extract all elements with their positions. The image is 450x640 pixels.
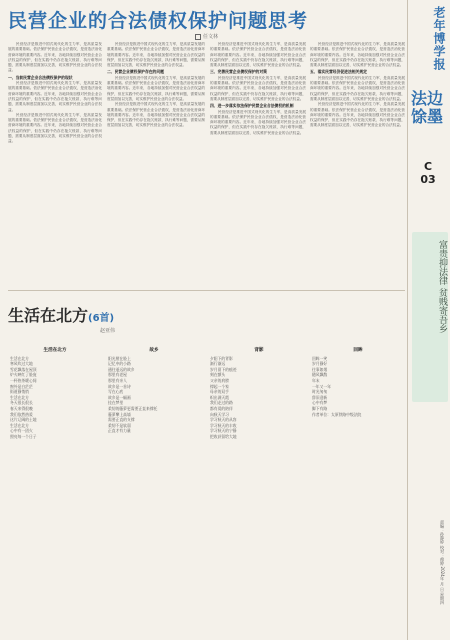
poem-line: 学习秋天的丰收	[210, 422, 237, 428]
poem-line: 夕阳下的背影	[210, 355, 233, 361]
masthead: 老年博学报	[432, 6, 446, 71]
poem-line: 写在心底	[108, 389, 124, 395]
page-code	[413, 160, 443, 186]
article-column-2: 民营经济是推进中国式现代化的生力军，是高质量发展的重要基础。依法保护民营企业合法债权，是营造法治化营商环境的重要内容。近年来，各地持续加强对民营企业合法权益的保护，但在实践中仍存在拖欠账款、执行难等问题，需要从制度层面加以完善，切实维护民营企业的合法权益。 二、民营企业债权保护存在的问题 民营经济是推进中国式现代化的生力军，是高质量发展的重要基础。依法保护民营企业合法债权，是营造法治化营商环境的重要内容。近年来，各地持续加强对民营企业合法权益的保护，但在实践中仍存在拖欠账款、执行难等问题，需要从制度层面加以完善，切实维护民营企业的合法权益。 民营经济是推进中国式现代化的生力军，是高质量发展的重要基础。依法保护民营企业合法债权，是营造法治化营商环境的重要内容。近年来，各地持续加强对民营企业合法权益的保护，但在实践中仍存在拖欠账款、执行难等问题，需要从制度层面加以完善，切实维护民营企业的合法权益。	[107, 42, 205, 128]
poem-line: 生活在北方	[10, 394, 29, 400]
poem-line: 正直才有力量	[108, 428, 131, 434]
editor-info: 责编：孙静婷 校对：穆婷 2024年 月 日 星期四	[440, 520, 445, 605]
poem-author: 赵亚伟	[100, 328, 116, 334]
poem-line: 我们走过的路	[210, 400, 233, 406]
column-name: 法边馀墨	[410, 89, 443, 126]
poem-line: 学习秋天的宁静	[210, 428, 237, 434]
poem-line: 织出满天霞	[210, 394, 229, 400]
poem-line: 心中有一团火	[10, 428, 33, 434]
poem-line: 柔韧的藤萝更需要正直来撑托	[108, 405, 158, 411]
poem-line: 把收获留给大地	[210, 433, 237, 439]
poem-line: 街道静悄悄	[10, 389, 29, 395]
byline-box-icon	[195, 34, 201, 40]
poem-line: 这片辽阔的土地	[10, 417, 37, 423]
poem-line: 往事如烟	[312, 366, 328, 372]
poem-line: 照亮每一个日子	[10, 433, 37, 439]
poem-column-3	[210, 345, 308, 635]
poem-title: 回眸	[353, 348, 363, 353]
poem-line: 故乡是一首诗	[108, 383, 131, 389]
page-number: 03	[420, 173, 436, 186]
poem-column-1	[10, 345, 100, 635]
poem-line: 我们依然热爱	[10, 411, 33, 417]
poem-line: 生活在北方	[10, 422, 29, 428]
poem-line: 那里有老屋	[108, 372, 127, 378]
poem-line: 春天来得很晚	[10, 405, 33, 411]
poem-line: 雪花飘落在屋顶	[10, 366, 37, 372]
poem-line: 心中有梦	[312, 400, 328, 406]
calligraphy-panel	[412, 232, 448, 402]
calligraphy-text: 富贵抑法律 贫贱寄吾乡	[437, 240, 447, 333]
poem-line: 藤萝攀上高墙	[108, 411, 131, 417]
poem-section-title: 生活在北方(6首)	[8, 306, 115, 325]
subheading-4: 四、进一步落实依法保护民营企业合法债权的机制	[210, 103, 294, 109]
poem-line: 撑起一个家	[210, 383, 229, 389]
article-column-3: 民营经济是推进中国式现代化的生力军，是高质量发展的重要基础。依法保护民营企业合法债权，是营造法治化营商环境的重要内容。近年来，各地持续加强对民营企业合法权益的保护，但在实践中仍存在拖欠账款、执行难等问题，需要从制度层面加以完善，切实维护民营企业的合法权益。 三、完善民营企业债权保护的对策 民营经济是推进中国式现代化的生力军，是高质量发展的重要基础。依法保护民营企业合法债权，是营造法治化营商环境的重要内容。近年来，各地持续加强对民营企业合法权益的保护，但在实践中仍存在拖欠账款、执行难等问题，需要从制度层面加以完善，切实维护民营企业的合法权益。 四、进一步落实依法保护民营企业合法债权的机制 民营经济是推进中国式现代化的生力军，是高质量发展的重要基础。依法保护民营企业合法债权，是营造法治化营商环境的重要内容。近年来，各地持续加强对民营企业合法权益的保护，但在实践中仍存在拖欠账款、执行难等问题，需要从制度层面加以完善，切实维护民营企业的合法权益。	[210, 42, 306, 135]
poem-column-2	[108, 345, 200, 635]
poem-line: 通往遥远的故乡	[108, 366, 135, 372]
poem-line: 辞旧迎新	[312, 394, 328, 400]
poem-line: 一杯热茶暖心间	[10, 377, 37, 383]
poem-line: 父亲的肩膀	[210, 377, 229, 383]
section-divider	[8, 290, 405, 291]
poem-line: 学习秋天的从容	[210, 417, 237, 423]
poem-line: 时光匆匆	[312, 389, 328, 395]
poem-line: 回眸一笑	[312, 355, 328, 361]
poem-line: 炉火映红了脸庞	[10, 372, 37, 378]
poem-line: 需要正直的支撑	[108, 417, 135, 423]
poem-line: 年末	[312, 377, 320, 383]
poem-line: 柔韧不是软弱	[108, 422, 131, 428]
subheading-3: 三、完善民营企业债权保护的对策	[210, 69, 267, 75]
poem-line: 那里有亲人	[108, 377, 127, 383]
poem-line: 冬天很长很长	[10, 400, 33, 406]
byline-author: 任文林	[203, 34, 219, 40]
page-letter: C	[423, 160, 433, 173]
poem-line: 窗外是白茫茫	[10, 383, 33, 389]
poem-line: 寒风吹过大地	[10, 361, 33, 367]
subheading-5: 五、落实民营经济促进法相关规定	[310, 69, 367, 75]
poem-line: 岁月静好	[312, 361, 328, 367]
poem-title: 故乡	[149, 348, 159, 353]
poem-line: 记忆中的小路	[108, 361, 131, 367]
article-column-4: 民营经济是推进中国式现代化的生力军，是高质量发展的重要基础。依法保护民营企业合法债权，是营造法治化营商环境的重要内容。近年来，各地持续加强对民营企业合法权益的保护，但在实践中仍存在拖欠账款、执行难等问题，需要从制度层面加以完善，切实维护民营企业的合法权益。 五、落实民营经济促进法相关规定 民营经济是推进中国式现代化的生力军，是高质量发展的重要基础。依法保护民营企业合法债权，是营造法治化营商环境的重要内容。近年来，各地持续加强对民营企业合法权益的保护，但在实践中仍存在拖欠账款、执行难等问题，需要从制度层面加以完善，切实维护民营企业的合法权益。 民营经济是推进中国式现代化的生力军，是高质量发展的重要基础。依法保护民营企业合法债权，是营造法治化营商环境的重要内容。近年来，各地持续加强对民营企业合法权益的保护，但在实践中仍存在拖欠账款、执行难等问题，需要从制度层面加以完善，切实维护民营企业的合法权益。	[310, 42, 405, 128]
poem-line: 刻在额头	[210, 372, 226, 378]
article-column-1: 民营经济是推进中国式现代化的生力军，是高质量发展的重要基础。依法保护民营企业合法债权，是营造法治化营商环境的重要内容。近年来，各地持续加强对民营企业合法权益的保护，但在实践中仍存在拖欠账款、执行难等问题，需要从制度层面加以完善，切实维护民营企业的合法权益。 一、当前民营企业合法债权保护的现状 民营经济是推进中国式现代化的生力军，是高质量发展的重要基础。依法保护民营企业合法债权，是营造法治化营商环境的重要内容。近年来，各地持续加强对民营企业合法权益的保护，但在实践中仍存在拖欠账款、执行难等问题，需要从制度层面加以完善，切实维护民营企业的合法权益。 民营经济是推进中国式现代化的生力军，是高质量发展的重要基础。依法保护民营企业合法债权，是营造法治化营商环境的重要内容。近年来，各地持续加强对民营企业合法权益的保护，但在实践中仍存在拖欠账款、执行难等问题，需要从制度层面加以完善，切实维护民营企业的合法权益。	[8, 42, 102, 144]
page-headline: 民营企业的合法债权保护问题思考	[8, 10, 309, 30]
poem-line: 随风飘散	[312, 372, 328, 378]
poem-line: 生活在北方	[10, 355, 29, 361]
poem-line: 故乡是一幅画	[108, 394, 131, 400]
poem-line: 母亲的双手	[210, 389, 229, 395]
poem-line: 脚下有路	[312, 405, 328, 411]
poem-line: 岁月留下的痕迹	[210, 366, 237, 372]
poem-line: 向秋天学习	[210, 411, 229, 417]
poem-line: 阳光照在脸上	[108, 355, 131, 361]
poem-line: 一年又一年	[312, 383, 331, 389]
poem-line: 都有爱的陪伴	[210, 405, 233, 411]
poem-column-4	[312, 345, 404, 635]
poem-line: 渐行渐远	[210, 361, 226, 367]
poem-title: 生活在北方	[43, 348, 67, 353]
poem-line: 作者单位：太原铁路中级法院	[312, 411, 362, 417]
poem-line: 挂在梦里	[108, 400, 124, 406]
subheading-1: 一、当前民营企业合法债权保护的现状	[8, 74, 73, 80]
poem-title: 背影	[254, 348, 264, 353]
article-byline	[195, 33, 218, 40]
subheading-2: 二、民营企业债权保护存在的问题	[107, 69, 164, 75]
